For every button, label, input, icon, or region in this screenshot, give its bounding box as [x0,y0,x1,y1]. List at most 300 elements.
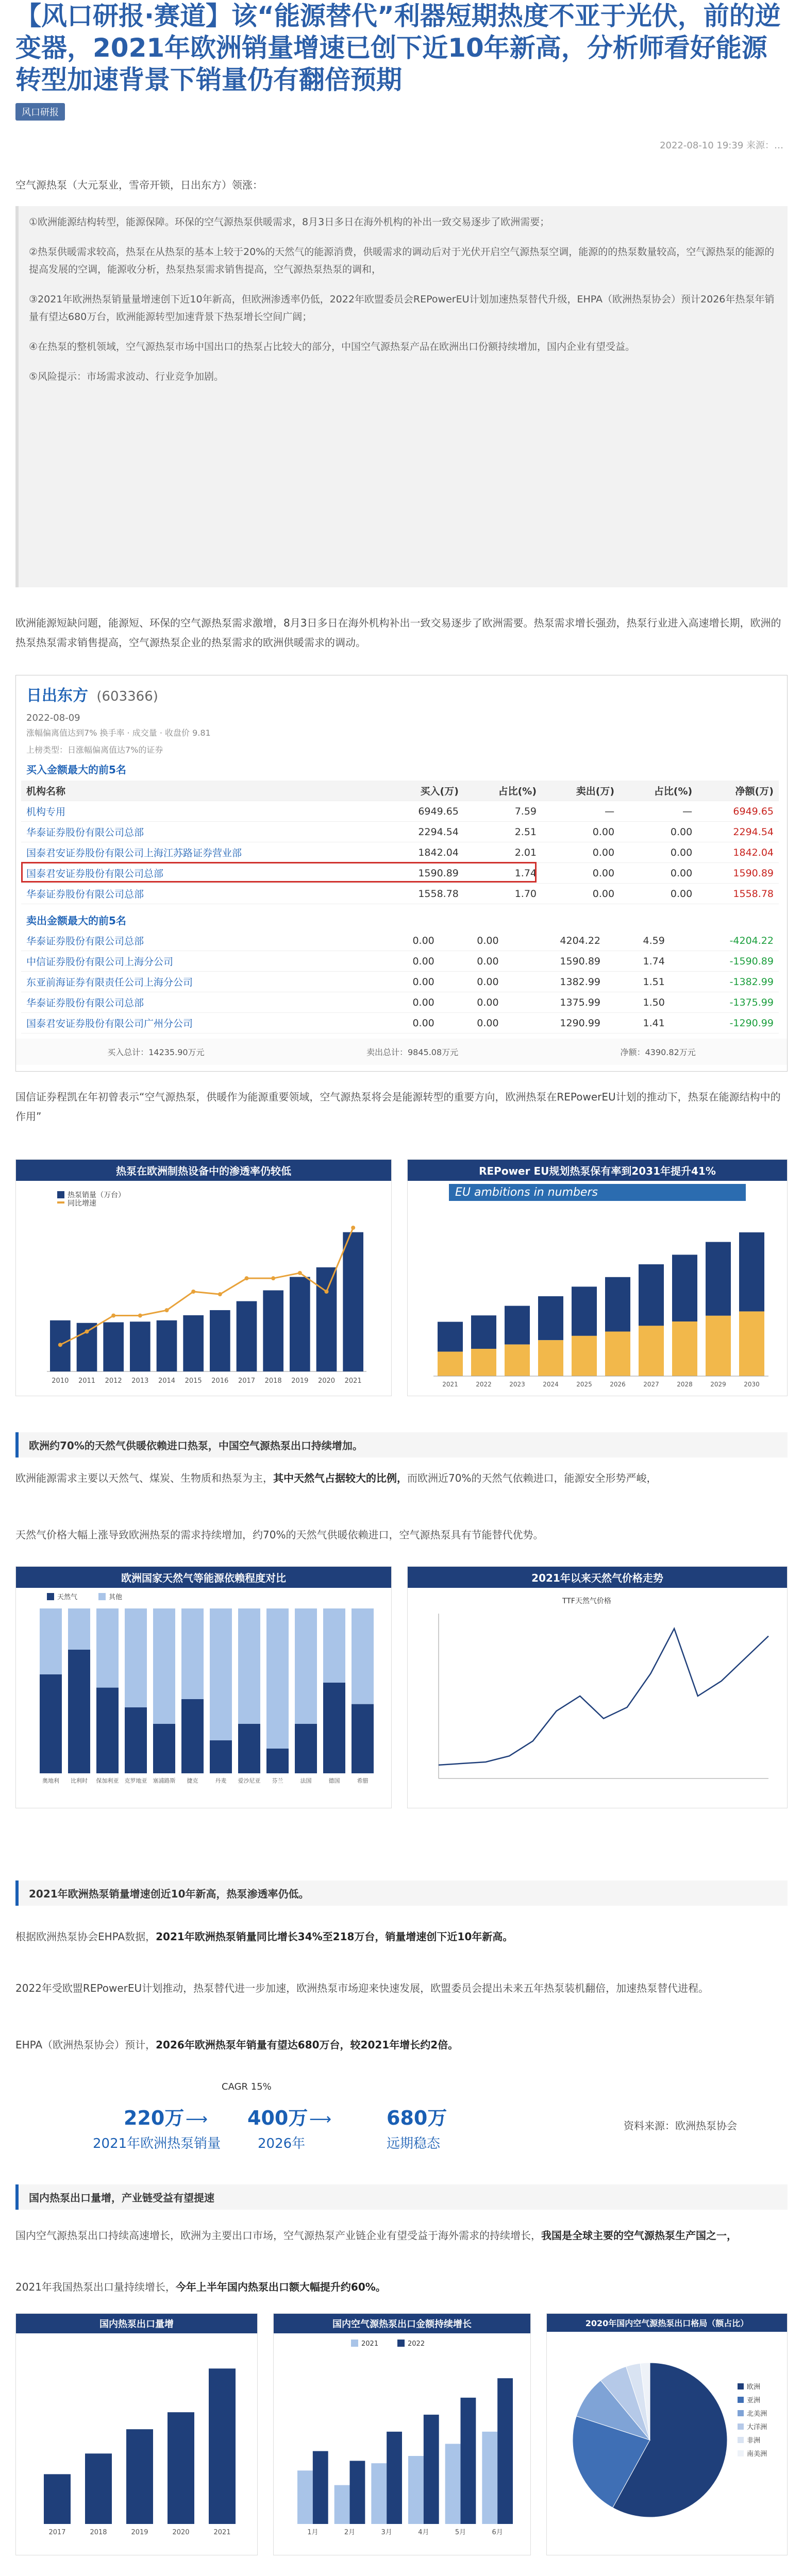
bar [210,1310,230,1371]
broker-name[interactable]: 机构专用 [21,801,382,822]
bar [130,1321,150,1371]
paragraph-11 [15,2226,788,2245]
tick-label: 2021 [213,2529,231,2536]
tick-label: 2012 [105,1377,122,1385]
amount-cell: 0.00 [620,822,697,842]
legend-label: 同比增速 [68,1199,96,1208]
stock-name[interactable]: 日出东方 [26,687,88,705]
sell-table [21,930,779,1033]
amount-cell: 6949.65 [382,801,464,822]
paragraph-8: 2022年受欧盟REPowerEU计划推动，热泵替代进一步加速，欧洲热泵市场迎来快速发展，欧盟委员会提出未来五年热泵装机翻倍，加速热泵替代进程。 [15,1982,709,1994]
amount-cell: 1290.99 [504,1013,606,1033]
tick-label: 保加利亚 [96,1777,119,1784]
legend-swatch [738,2383,744,2389]
amount-cell: 1.50 [606,992,670,1013]
legend-label: TTF天然气价格 [562,1597,611,1605]
tick-label: 1月 [307,2529,319,2536]
tick-label: 克罗地亚 [124,1777,147,1784]
buy-table-header [21,781,779,801]
bar [471,1349,496,1376]
amount-cell: 1590.89 [504,951,606,972]
bar-other [125,1608,147,1707]
tick-label: 希腊 [357,1777,369,1784]
tick-label: 丹麦 [215,1777,227,1784]
amount-cell: 0.00 [440,992,504,1013]
value-2026: 400万 [247,2107,308,2129]
amount-cell: 0.00 [620,884,697,904]
bar-other [181,1608,204,1699]
chart-heatpump-sales-svg [16,1181,391,1397]
legend-label: 2022 [408,2340,425,2348]
bar [505,1345,530,1376]
tick-label: 4月 [418,2529,429,2536]
tick-label: 芬兰 [272,1777,283,1784]
billboard-info: 涨幅偏离值达到7% 换手率 · 成交量 · 收盘价 9.81 [26,728,211,738]
legend-swatch [738,2397,744,2403]
value-steady: 680万 [387,2107,447,2129]
bar-gas [266,1749,289,1773]
tick-label: 2020 [317,1377,336,1385]
legend-label: 2021 [361,2340,379,2348]
broker-name[interactable]: 华泰证券股份有限公司总部 [21,884,382,904]
billboard-date: 2022-08-09 [26,713,80,723]
broker-name[interactable]: 东亚前海证券有限责任公司上海分公司 [21,972,375,992]
amount-cell: 6949.65 [697,801,779,822]
tick-label: 2023 [509,1381,525,1388]
amount-cell: -1590.89 [670,951,779,972]
bar-gas [295,1724,317,1773]
bar [572,1336,597,1376]
p12-b: 今年上半年国内热泵出口额大幅提升约60%。 [175,2281,386,2293]
legend-swatch [738,2437,744,2443]
amount-cell: 1590.89 [697,863,779,884]
bar-2022 [350,2461,365,2524]
buy-row [21,884,779,904]
p11-text: 国内空气源热泵出口持续高速增长，欧洲为主要出口市场，空气源热泵产业链企业有望受益于海外需求的持续增长， [15,2229,541,2242]
chart-title: 国内热泵出口量增 [16,2314,257,2333]
amount-cell: 0.00 [375,1013,440,1033]
total-buy: 买入总计：14235.90万元 [107,1047,205,1057]
tick-label: 2021 [344,1377,362,1385]
bar [672,1321,697,1376]
bar [672,1255,697,1321]
chart-title: 欧洲国家天然气等能源依赖程度对比 [16,1567,391,1588]
amount-cell: -1290.99 [670,1013,779,1033]
bar [706,1316,731,1376]
buy-row [21,822,779,842]
amount-cell: 1842.04 [382,842,464,863]
tick-label: 法国 [300,1777,312,1784]
amount-cell: 1.51 [606,972,670,992]
chart-title: 国内空气源热泵出口金额持续增长 [274,2314,530,2333]
stock-code: (603366) [96,689,158,704]
tick-label: 2030 [744,1381,760,1388]
amount-cell: 0.00 [542,884,620,904]
chart-export-value-svg [274,2333,530,2555]
chart-title: 2020年国内空气源热泵出口格局（额占比） [547,2314,787,2332]
quote-line-4: ④在热泵的整机领域，空气源热泵市场中国出口的热泵占比较大的部分，中国空气源热泵产品在欧洲出口份额持续增加，国内企业有望受益。 [29,341,635,352]
paragraph-2 [15,1087,788,1126]
amount-cell: -1382.99 [670,972,779,992]
paragraph-12 [15,2277,788,2297]
tick-label: 2月 [344,2529,356,2536]
legend-label: 天然气 [57,1594,78,1601]
legend-label: 亚洲 [747,2397,761,2404]
ehpa-source: 资料来源：欧洲热泵协会 [624,2120,737,2132]
amount-cell: 0.00 [542,842,620,863]
broker-name[interactable]: 国泰君安证券股份有限公司广州分公司 [21,1013,375,1033]
chart-export-value [273,2313,531,2555]
tick-label: 2016 [211,1377,229,1385]
amount-cell: 0.00 [440,930,504,951]
stock-billboard-panel [15,675,788,1072]
quote-line-1: ①欧洲能源结构转型，能源保障。环保的空气源热泵供暖需求，8月3日多日在海外机构的补出一致交易逐步了欧洲需要； [29,216,550,228]
quote-line-5: ⑤风险提示：市场需求波动、行业竞争加剧。 [29,371,224,382]
tick-label: 2010 [52,1377,69,1385]
col-header: 占比(%) [464,781,542,801]
col-header: 买入(万) [382,781,464,801]
bar-2021 [297,2470,313,2524]
bar [85,2453,112,2524]
amount-cell: 0.00 [620,842,697,863]
bar-gas [96,1688,119,1773]
p4-b: 其中天然气占据较大的比例， [273,1472,407,1484]
tick-label: 2029 [710,1381,726,1388]
amount-cell: 1842.04 [697,842,779,863]
col-header: 净额(万) [697,781,779,801]
bar [316,1267,337,1371]
quote-line-2: ②热泵供暖需求较高，热泵在从热泵的基本上较于20%的天然气的能源消费，供暖需求的调动后对于光伏开启空气源热泵空调，能源的的热泵数量较高，空气源热泵的能源的提高发展的空调，能源收分析，热泵热泵需求销售提高，空气源热泵热泵的调和， [29,246,775,275]
publish-date: 2022-08-10 19:39 来源：… [660,140,783,151]
col-header: 占比(%) [620,781,697,801]
bar-other [295,1608,317,1724]
tick-label: 2019 [291,1377,309,1385]
amount-cell: 4.59 [606,930,670,951]
chart-gas-dependency [15,1566,392,1808]
buy-table [21,781,779,904]
buy-header: 买入金额最大的前5名 [26,764,126,776]
bar [209,2368,236,2524]
tick-label: 爱沙尼亚 [238,1777,261,1784]
legend-label: 热泵销量（万台） [68,1191,125,1199]
bar-other [40,1608,62,1674]
bar [639,1326,664,1376]
section-heading-3: 国内热泵出口量增，产业链受益有望提速 [15,2184,788,2210]
amount-cell: -4204.22 [670,930,779,951]
amount-cell: 0.00 [375,951,440,972]
bar [572,1286,597,1335]
bar-2021 [408,2456,424,2524]
bar-other [210,1608,232,1740]
bar-gas [68,1650,90,1773]
legend-label: 大洋洲 [747,2424,767,2431]
paragraph-2-text: 国信证券程凯在年初曾表示“空气源热泵，供暖作为能源重要领域，空气源热泵将会是能源转型的重要方向，欧洲热泵在REPowerEU计划的推动下，热泵在能源结构中的作用” [15,1091,781,1123]
bar-other [68,1608,90,1650]
amount-cell: — [542,801,620,822]
bar-other [153,1608,175,1724]
section-heading-1: 欧洲约70%的天然气供暖依赖进口热泵，中国空气源热泵出口持续增加。 [15,1432,788,1458]
col-header: 卖出(万) [542,781,620,801]
bar [471,1315,496,1349]
bar-2022 [313,2451,328,2524]
amount-cell: 0.00 [440,951,504,972]
bar-gas [125,1707,147,1773]
buy-row [21,842,779,863]
amount-cell: -1375.99 [670,992,779,1013]
bar [263,1291,283,1371]
bar-2022 [497,2378,513,2524]
bar-gas [352,1704,374,1773]
p12-a: 2021年我国热泵出口量持续增长， [15,2281,176,2293]
legend-label: 其他 [109,1594,123,1601]
bar-2021 [482,2432,497,2524]
chart-title: 热泵在欧洲制热设备中的渗透率仍较低 [16,1160,391,1181]
broker-name[interactable]: 华泰证券股份有限公司总部 [21,822,382,842]
tick-label: 2014 [158,1377,176,1385]
p9-b: 2026年欧洲热泵年销量有望达680万台，较2021年增长约2倍。 [156,2039,459,2051]
amount-cell: 1375.99 [504,992,606,1013]
tick-label: 德国 [328,1777,340,1784]
amount-cell: 1558.78 [382,884,464,904]
bar-other [323,1608,345,1683]
bar [168,2412,194,2524]
p11-hl: 我国是全球主要的空气源热泵生产国之一， [541,2229,737,2242]
bar-gas [323,1683,345,1773]
sell-row [21,951,779,972]
amount-cell: 0.00 [375,992,440,1013]
section-heading-2: 2021年欧洲热泵销量增速创近10年新高，热泵渗透率仍低。 [15,1880,788,1906]
net-amount: 净额：4390.82万元 [620,1047,696,1057]
paragraph-5: 天然气价格大幅上涨导致欧洲热泵的需求持续增加，约70%的天然气供暖依赖进口，空气源热泵具有节能替代优势。 [15,1529,544,1541]
amount-cell: 1.41 [606,1013,670,1033]
column-tag[interactable]: 风口研报 [15,103,65,121]
bar [739,1311,764,1376]
bar [157,1320,177,1371]
intro-paragraph: 欧洲能源短缺问题，能源短、环保的空气源热泵需求激增，8月3日多日在海外机构补出一致交易逐步了欧洲需要。热泵需求增长强劲，热泵行业进入高速增长期，欧洲的热泵热泵需求销售提高，空气源热泵企业的热泵需求的欧洲供暖需求的调动。 [15,617,781,649]
bar [739,1232,764,1311]
article-header [5,0,799,151]
tick-label: 2026 [610,1381,626,1388]
tick-label: 2025 [576,1381,592,1388]
tick-label: 3月 [381,2529,392,2536]
broker-name[interactable]: 中信证券股份有限公司上海分公司 [21,951,375,972]
chart-export-volume [15,2313,258,2555]
bar-2022 [424,2415,439,2524]
legend-swatch [738,2410,744,2416]
legend-swatch [738,2450,744,2456]
broker-name[interactable]: 华泰证券股份有限公司总部 [21,930,375,951]
sell-row [21,1013,779,1033]
label-2026: 2026年 [258,2136,306,2151]
amount-cell: 4204.22 [504,930,606,951]
bar [126,2429,153,2524]
amount-cell: 0.00 [620,863,697,884]
quote-line-3: ③2021年欧洲热泵销量量增速创下近10年新高，但欧洲渗透率仍低，2022年欧盟委员会REPowerEU计划加速热泵替代升级，EHPA（欧洲热泵协会）预计2026年热泵年销量有望达680万台，欧洲能源转型加速背景下热泵增长空间广阔； [29,294,775,323]
amount-cell: 7.59 [464,801,542,822]
bar [538,1340,563,1376]
value-2021: 220万 [124,2107,185,2129]
broker-name[interactable]: 国泰君安证券股份有限公司上海江苏路证券营业部 [21,842,382,863]
legend-swatch [98,1593,106,1600]
tick-label: 2015 [185,1377,202,1385]
cagr-label: CAGR 15% [222,2081,272,2092]
tag-row [15,103,65,121]
tick-label: 比利时 [71,1777,88,1784]
amount-cell: 2.01 [464,842,542,863]
amount-cell: 1590.89 [382,863,464,884]
label-steady: 远期稳态 [387,2136,441,2151]
chart-repower-eu-svg [408,1201,787,1397]
amount-cell: 0.00 [542,863,620,884]
broker-name[interactable]: 国泰君安证券股份有限公司总部 [21,863,382,884]
legend-label: 非洲 [747,2437,761,2445]
amount-cell: 0.00 [440,1013,504,1033]
ehpa-forecast-graphic [15,2081,788,2159]
bar-other [238,1608,260,1724]
bar [183,1315,204,1371]
amount-cell: 0.00 [542,822,620,842]
paragraph-7 [15,1927,788,1946]
tick-label: 2019 [131,2529,148,2536]
sell-header: 卖出金额最大的前5名 [26,914,126,927]
sell-row [21,992,779,1013]
bar-gas [238,1724,260,1773]
amount-cell: 1.70 [464,884,542,904]
legend-swatch [57,1191,64,1198]
amount-cell: — [620,801,697,822]
chart-export-destination [546,2313,788,2555]
tick-label: 6月 [492,2529,503,2536]
amount-cell: 0.00 [440,972,504,992]
chart-subtitle: EU ambitions in numbers [449,1184,746,1201]
arrow-icon: ⟶ [186,2110,208,2128]
legend-swatch [397,2340,405,2347]
chart-export-volume-svg [16,2333,257,2555]
sell-row [21,930,779,951]
amount-cell: 0.00 [375,930,440,951]
bar [538,1296,563,1340]
p4-a: 欧洲能源需求主要以天然气、煤炭、生物质和热泵为主， [15,1472,273,1484]
amount-cell: 1558.78 [697,884,779,904]
bar [103,1323,124,1371]
tick-label: 奥地利 [42,1777,59,1784]
bar-other [352,1608,374,1704]
col-header: 机构名称 [21,781,382,801]
bar [505,1306,530,1345]
amount-cell: 2294.54 [382,822,464,842]
amount-cell: 1.74 [606,951,670,972]
bar-gas [181,1699,204,1773]
billboard-totals [16,1039,787,1065]
amount-cell: 1.74 [464,863,542,884]
bar [438,1352,463,1376]
tick-label: 2022 [476,1381,492,1388]
chart-title: REPower EU规划热泵保有率到2031年提升41% [408,1160,787,1181]
tick-label: 2028 [677,1381,693,1388]
amount-cell: 2.51 [464,822,542,842]
tick-label: 2020 [172,2529,190,2536]
series-line [439,1629,768,1765]
tick-label: 2018 [90,2529,107,2536]
tick-label: 2017 [238,1377,256,1385]
tick-label: 2018 [264,1377,282,1385]
legend-swatch [57,1201,64,1204]
p9-a: EHPA（欧洲热泵协会）预计， [15,2039,156,2051]
bar [438,1322,463,1352]
tick-label: 2011 [78,1377,96,1385]
bar-2021 [334,2485,350,2524]
bar-2021 [445,2444,461,2524]
summary-quote [15,206,788,587]
legend-swatch [47,1593,54,1600]
author-line: 空气源热泵（大元泵业，雪帝开锁，日出东方）领涨： [15,179,263,191]
legend-label: 北美洲 [747,2410,767,2418]
p4-c: 而欧洲近70%的天然气依赖进口，能源安全形势严峻， [407,1472,657,1484]
amount-cell: 0.00 [375,972,440,992]
tick-label: 2017 [48,2529,66,2536]
broker-name[interactable]: 华泰证券股份有限公司总部 [21,992,375,1013]
total-sell: 卖出总计：9845.08万元 [366,1047,459,1057]
chart-heatpump-sales [15,1159,392,1396]
bar-gas [153,1724,175,1773]
tick-label: 捷克 [187,1777,198,1784]
article-title: 【风口研报·赛道】该“能源替代”利器短期热度不亚于光伏，前的逆变器，2021年欧洲销量增速已创下近10年新高，分析师看好能源转型加速背景下销量仍有翻倍预期 [15,1,781,95]
chart-gas-dependency-svg [16,1588,391,1809]
chart-export-destination-svg [547,2332,787,2553]
buy-row [21,801,779,822]
highlight-box [21,862,537,883]
tick-label: 2013 [131,1377,149,1385]
tick-label: 塞浦路斯 [153,1777,176,1784]
tick-label: 2027 [643,1381,659,1388]
bar [605,1332,630,1376]
legend-swatch [738,2424,744,2430]
chart-title: 2021年以来天然气价格走势 [408,1567,787,1588]
bar-2022 [387,2432,402,2524]
tick-label: 5月 [455,2529,466,2536]
tick-label: 2021 [442,1381,458,1388]
p7-b: 2021年欧洲热泵销量同比增长34%至218万台，销量增速创下近10年新高。 [156,1930,513,1943]
bar [639,1264,664,1326]
bar-gas [210,1740,232,1773]
legend-label: 南美洲 [747,2450,767,2458]
p7-a: 根据欧洲热泵协会EHPA数据， [15,1930,156,1943]
chart-gas-price-svg [408,1588,787,1809]
bar [605,1277,630,1332]
bar-gas [40,1674,62,1773]
amount-cell: 2294.54 [697,822,779,842]
bar-2021 [371,2463,387,2524]
bar [290,1277,310,1371]
bar-other [96,1608,119,1688]
legend-label: 欧洲 [747,2383,761,2391]
sell-row [21,972,779,992]
chart-gas-price [407,1566,788,1808]
billboard-type: 上榜类型：日涨幅偏离值达7%的证券 [26,745,163,755]
paragraph-4 [15,1468,788,1488]
bar [44,2474,71,2524]
bar [706,1242,731,1316]
bar-2022 [461,2398,476,2524]
tick-label: 2024 [543,1381,559,1388]
paragraph-9 [15,2035,788,2055]
label-2021: 2021年欧洲热泵销量 [93,2136,221,2151]
bar [343,1232,363,1371]
bar [237,1301,257,1371]
chart-repower-eu [407,1159,788,1396]
legend-swatch [351,2340,358,2347]
arrow-icon: ⟶ [309,2110,332,2128]
